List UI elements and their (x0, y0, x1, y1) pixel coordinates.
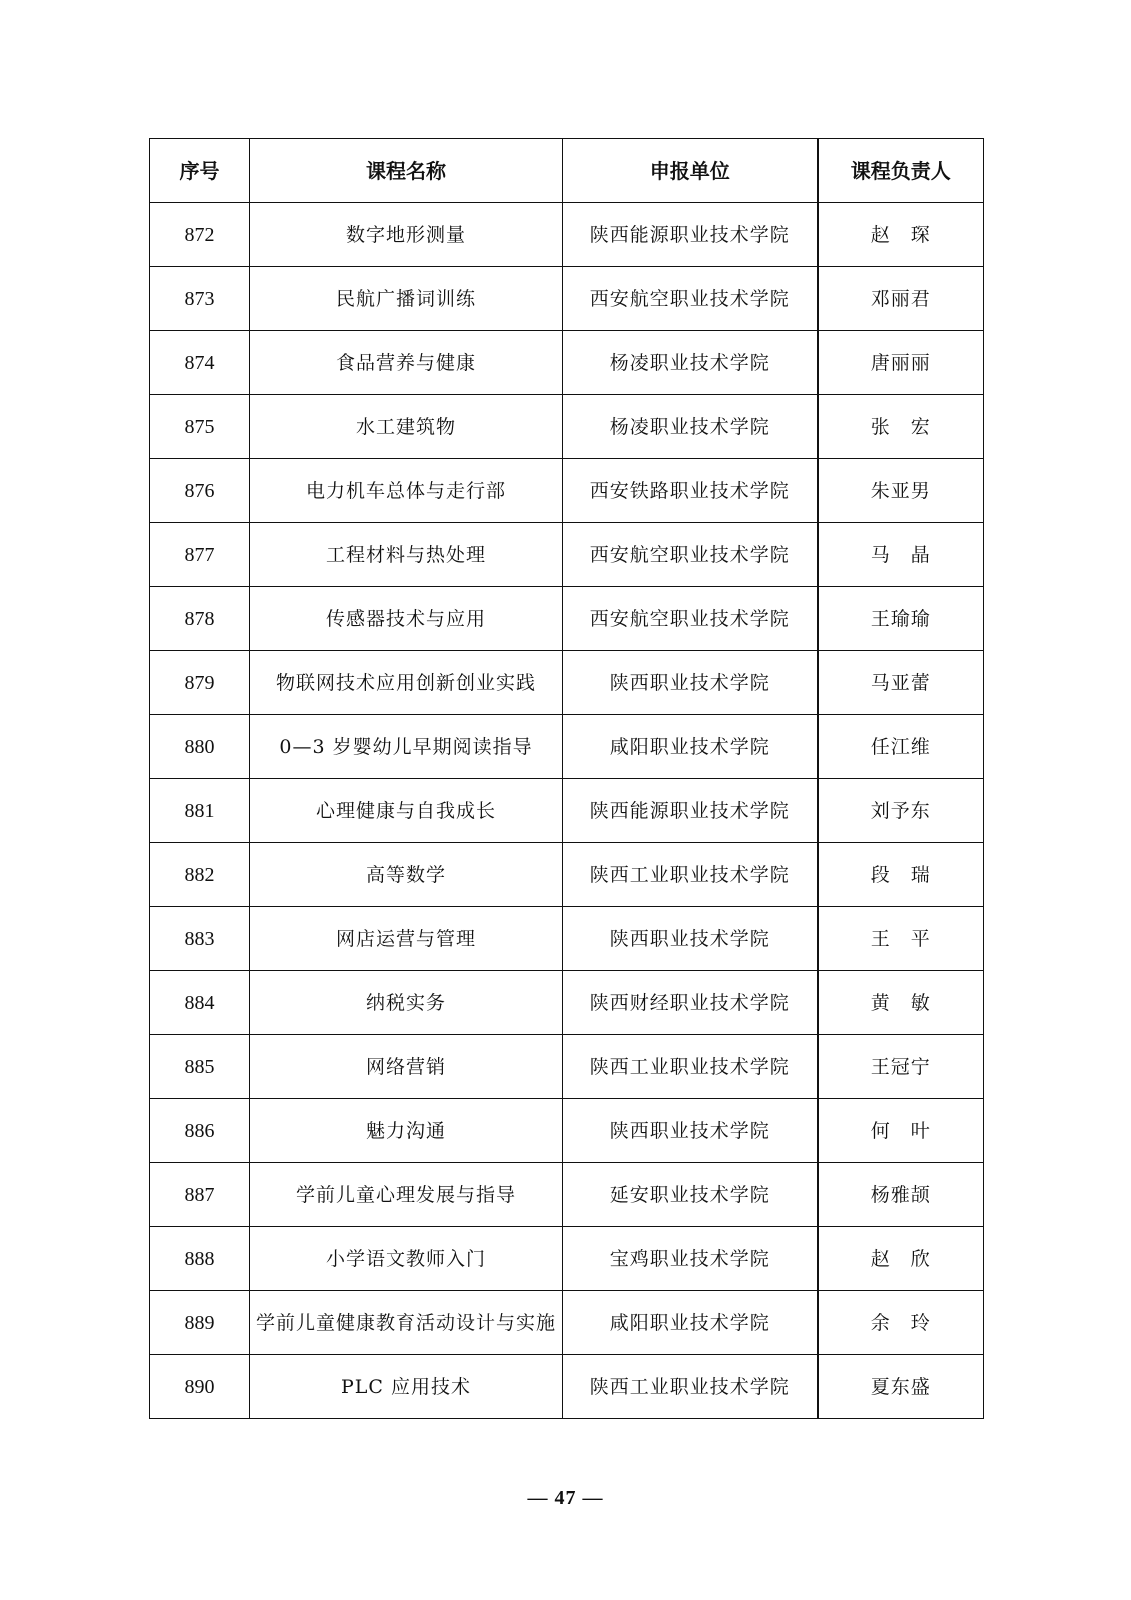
cell-course-lead: 黄 敏 (818, 971, 984, 1035)
cell-applying-unit: 咸阳职业技术学院 (563, 1291, 818, 1355)
table-row (150, 1035, 984, 1099)
cell-applying-unit: 杨凌职业技术学院 (563, 395, 818, 459)
cell-course-name: 传感器技术与应用 (250, 587, 563, 651)
cell-course-lead: 何 叶 (818, 1099, 984, 1163)
cell-index: 876 (150, 459, 250, 523)
cell-applying-unit: 陕西职业技术学院 (563, 907, 818, 971)
cell-applying-unit: 西安航空职业技术学院 (563, 523, 818, 587)
header-applying-unit: 申报单位 (563, 139, 818, 203)
cell-course-name: 网店运营与管理 (250, 907, 563, 971)
table-row (150, 1291, 984, 1355)
cell-applying-unit: 杨凌职业技术学院 (563, 331, 818, 395)
cell-applying-unit: 延安职业技术学院 (563, 1163, 818, 1227)
header-course-name: 课程名称 (250, 139, 563, 203)
table-row (150, 651, 984, 715)
cell-course-name: 心理健康与自我成长 (250, 779, 563, 843)
cell-index: 883 (150, 907, 250, 971)
cell-applying-unit: 陕西工业职业技术学院 (563, 1355, 818, 1419)
page-number: — 47 — (527, 1487, 604, 1509)
table-body (150, 203, 984, 1419)
cell-course-name: PLC 应用技术 (250, 1355, 563, 1419)
cell-applying-unit: 宝鸡职业技术学院 (563, 1227, 818, 1291)
table-row (150, 395, 984, 459)
cell-course-name: 学前儿童心理发展与指导 (250, 1163, 563, 1227)
cell-index: 875 (150, 395, 250, 459)
cell-course-lead: 杨雅颉 (818, 1163, 984, 1227)
table-row (150, 971, 984, 1035)
table-row (150, 715, 984, 779)
cell-index: 886 (150, 1099, 250, 1163)
cell-index: 873 (150, 267, 250, 331)
cell-course-lead: 赵 欣 (818, 1227, 984, 1291)
cell-applying-unit: 陕西能源职业技术学院 (563, 779, 818, 843)
table-row (150, 907, 984, 971)
cell-course-name: 民航广播词训练 (250, 267, 563, 331)
cell-course-lead: 马 晶 (818, 523, 984, 587)
course-table (149, 138, 984, 1419)
cell-index: 879 (150, 651, 250, 715)
header-course-lead: 课程负责人 (818, 139, 984, 203)
cell-course-lead: 刘予东 (818, 779, 984, 843)
cell-course-lead: 段 瑞 (818, 843, 984, 907)
cell-applying-unit: 西安航空职业技术学院 (563, 267, 818, 331)
cell-course-lead: 余 玲 (818, 1291, 984, 1355)
cell-course-name: 水工建筑物 (250, 395, 563, 459)
table-row (150, 587, 984, 651)
cell-course-name: 高等数学 (250, 843, 563, 907)
cell-applying-unit: 咸阳职业技术学院 (563, 715, 818, 779)
cell-applying-unit: 陕西职业技术学院 (563, 1099, 818, 1163)
cell-course-lead: 王瑜瑜 (818, 587, 984, 651)
cell-course-lead: 邓丽君 (818, 267, 984, 331)
cell-course-lead: 王冠宁 (818, 1035, 984, 1099)
cell-course-name: 0—3 岁婴幼儿早期阅读指导 (250, 715, 563, 779)
table-row (150, 843, 984, 907)
cell-index: 874 (150, 331, 250, 395)
table-row (150, 267, 984, 331)
table-row (150, 203, 984, 267)
table-row (150, 331, 984, 395)
cell-course-lead: 赵 琛 (818, 203, 984, 267)
cell-course-lead: 夏东盛 (818, 1355, 984, 1419)
cell-index: 880 (150, 715, 250, 779)
cell-course-name: 数字地形测量 (250, 203, 563, 267)
table-row (150, 779, 984, 843)
cell-index: 877 (150, 523, 250, 587)
cell-course-name: 魅力沟通 (250, 1099, 563, 1163)
cell-index: 881 (150, 779, 250, 843)
cell-index: 890 (150, 1355, 250, 1419)
cell-course-lead: 朱亚男 (818, 459, 984, 523)
cell-index: 872 (150, 203, 250, 267)
cell-index: 878 (150, 587, 250, 651)
cell-course-name: 电力机车总体与走行部 (250, 459, 563, 523)
cell-course-lead: 张 宏 (818, 395, 984, 459)
cell-applying-unit: 陕西财经职业技术学院 (563, 971, 818, 1035)
cell-index: 887 (150, 1163, 250, 1227)
cell-index: 888 (150, 1227, 250, 1291)
cell-applying-unit: 陕西工业职业技术学院 (563, 1035, 818, 1099)
cell-course-name: 小学语文教师入门 (250, 1227, 563, 1291)
table-row (150, 523, 984, 587)
cell-index: 882 (150, 843, 250, 907)
cell-course-lead: 任江维 (818, 715, 984, 779)
table-header-row (150, 139, 984, 203)
cell-course-name: 食品营养与健康 (250, 331, 563, 395)
cell-index: 885 (150, 1035, 250, 1099)
cell-applying-unit: 西安铁路职业技术学院 (563, 459, 818, 523)
cell-index: 884 (150, 971, 250, 1035)
table-row (150, 1227, 984, 1291)
cell-course-name: 工程材料与热处理 (250, 523, 563, 587)
table-row (150, 1355, 984, 1419)
table-row (150, 459, 984, 523)
header-index: 序号 (150, 139, 250, 203)
table-row (150, 1163, 984, 1227)
cell-index: 889 (150, 1291, 250, 1355)
cell-applying-unit: 陕西职业技术学院 (563, 651, 818, 715)
cell-applying-unit: 西安航空职业技术学院 (563, 587, 818, 651)
table-row (150, 1099, 984, 1163)
cell-course-name: 学前儿童健康教育活动设计与实施 (250, 1291, 563, 1355)
cell-course-lead: 马亚蕾 (818, 651, 984, 715)
cell-course-name: 物联网技术应用创新创业实践 (250, 651, 563, 715)
cell-applying-unit: 陕西能源职业技术学院 (563, 203, 818, 267)
cell-course-name: 网络营销 (250, 1035, 563, 1099)
cell-course-lead: 王 平 (818, 907, 984, 971)
cell-course-name: 纳税实务 (250, 971, 563, 1035)
cell-course-lead: 唐丽丽 (818, 331, 984, 395)
cell-applying-unit: 陕西工业职业技术学院 (563, 843, 818, 907)
